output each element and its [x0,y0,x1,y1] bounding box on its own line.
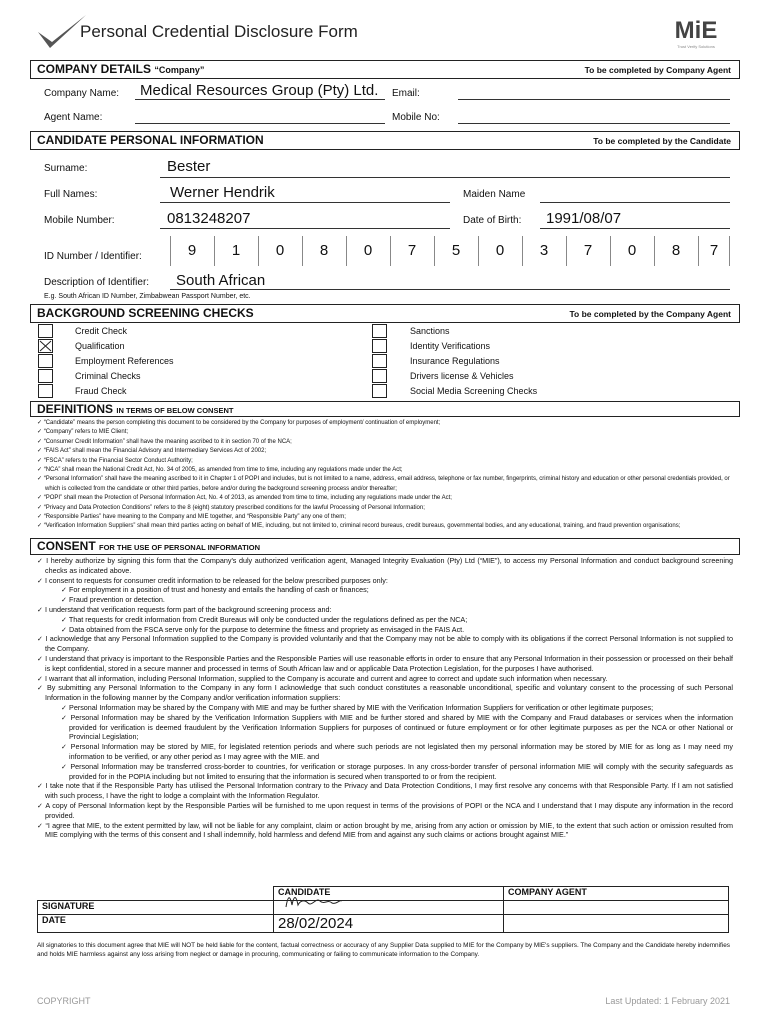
check-icon: ✓ [61,712,71,722]
consent-item [37,821,733,841]
consent-list [37,556,733,840]
consent-item [37,595,733,605]
col-candidate: CANDIDATE [274,887,504,901]
definition-text: “Privacy and Data Protection Conditions” refers to the 8 (eight) statutory prescribed conditions for the lawful Processing of Personal Information; [43,504,425,511]
definition-item [37,513,733,522]
checkbox-sanctions[interactable] [372,324,387,338]
consent-text: I warrant that all information, including Personal Information, supplied to the Company is accurate and current and agree to correct and update such information when necessary. [45,673,608,683]
definition-item [37,447,733,456]
definition-item [37,494,733,503]
id-digit[interactable]: 0 [610,236,653,266]
check-icon: ✓ [37,604,46,614]
consent-item [37,762,733,782]
company-name-value[interactable]: Medical Resources Group (Pty) Ltd. [140,82,379,99]
checkbox-employment[interactable] [38,354,53,368]
consent-item [37,625,733,635]
checkbox-insurance[interactable] [372,354,387,368]
check-icon: ✓ [37,556,47,565]
check-icon: ✓ [61,595,70,605]
consent-item [37,742,733,762]
row-signature: SIGNATURE [38,901,274,915]
check-label: Qualification [75,341,125,351]
agent-signature[interactable] [504,901,729,915]
checkbox-qualification[interactable] [38,339,53,353]
mobile-no-label: Mobile No: [392,112,440,123]
company-name-line [135,99,385,100]
full-names-line [160,202,450,203]
check-icon: ✓ [37,495,44,502]
check-icon: ✓ [37,457,44,464]
id-number-label: ID Number / Identifier: [44,251,142,262]
consent-text: I understand that verification requests form part of the background screening process and: [45,604,332,614]
check-icon: ✓ [61,742,71,752]
check-icon: ✓ [61,702,70,712]
row-date: DATE [38,915,274,933]
id-digit[interactable]: 0 [258,236,301,266]
agent-name-field[interactable] [135,123,385,124]
definition-text: “NCA” shall mean the National Credit Act, No. 34 of 2005, as amended from time to time, including any regulations made under the Act; [43,467,403,474]
id-digit[interactable]: 5 [434,236,477,266]
consent-item [37,654,733,674]
check-icon: ✓ [37,504,44,511]
consent-item [37,585,733,595]
id-digit[interactable]: 1 [214,236,257,266]
definition-item [37,457,733,466]
check-icon: ✓ [37,800,46,810]
check-icon: ✓ [37,820,46,830]
id-digit[interactable]: 8 [302,236,345,266]
dob-label: Date of Birth: [463,215,522,226]
definition-item [37,438,733,447]
check-icon: ✓ [37,673,46,683]
consent-item [37,576,733,586]
consent-text: Fraud prevention or detection. [69,595,165,605]
disclaimer: All signatories to this document agree that MIE will NOT be held liable for the content, factual correctness or accuracy of any Supplier Data supplied to MIE for the Company by MIE's suppliers. The Company and the Candidate hereby indemnifies and holds MIE harmless against any loss arising from neglect or damage in procuring, communicating or failing to communicate information to the Company. [37,942,730,958]
footer-copyright: COPYRIGHT [37,996,91,1006]
check-icon: ✓ [37,467,44,474]
identifier-desc-label: Description of Identifier: [44,277,150,288]
consent-item [37,634,733,654]
check-label: Fraud Check [75,386,127,396]
consent-item [37,556,733,576]
consent-item [37,781,733,801]
dob-line [540,228,730,229]
check-icon: ✓ [37,420,44,426]
footer-updated: Last Updated: 1 February 2021 [605,996,730,1006]
mobile-number-line [160,228,450,229]
full-names-label: Full Names: [44,189,98,200]
definition-text: “FSCA” refers to the Financial Sector Conduct Authority; [43,457,193,464]
consent-item [37,674,733,684]
definition-text: “POPI” shall mean the Protection of Personal Information Act, No. 4 of 2013, as amended from time to time, including any regulations made under the Act; [43,495,452,502]
id-digit[interactable]: 7 [566,236,609,266]
check-label: Identity Verifications [410,341,491,351]
mie-logo: MiE Trust Verify Solutions [674,17,718,49]
consent-text: I take note that if the Responsible Party has utilised the Personal Information contrary to the Privacy and Data Protection Conditions, I may first resolve any concerns with that Responsible Party. If I am not satisfied with such process, I have the right to lodge a complaint with the Information Regulator. [45,781,733,801]
mobile-number-label: Mobile Number: [44,215,115,226]
definition-item [37,428,733,437]
identifier-example: E.g. South African ID Number, Zimbabwean Passport Number, etc. [44,293,251,300]
company-name-label: Company Name: [44,88,120,99]
consent-text: By submitting any Personal Information to the Company in any form I acknowledge that such conduct constitutes a reasonable unconditional, specific and voluntary consent to the processing of such Personal Information in the following manner by the Company and/or verification information suppliers: [45,683,733,703]
checkbox-credit[interactable] [38,324,53,338]
check-label: Insurance Regulations [410,356,500,366]
consent-text: Personal Information may be shared by the Verification Information Suppliers with MIE and be further stored and shared by MIE with the Company and Fraud databases or services when the information provided for verification is deemed fraudulent by the Verification Information Suppliers for purposes of continued or future employment or for other legitimate purposes as per the NCA or other National or Provincial Legislation; [69,712,733,742]
email-field[interactable] [458,99,730,100]
consent-item [37,703,733,713]
definition-text: “Verification Information Suppliers” shall mean third parties acting on behalf of MIE, including, but not limited to, criminal record bureaus, credit bureaus, governmental bodies, and any educational, training, and fraud prevention organisations; [43,523,681,530]
signature-table [37,886,729,933]
check-icon: ✓ [37,653,46,663]
checks-left-column [38,324,368,400]
background-checks-header: BACKGROUND SCREENING CHECKS To be completed by the Company Agent [30,304,740,323]
agent-name-label: Agent Name: [44,112,103,123]
definition-text: “Company” refers to MIE Client; [43,429,129,436]
id-digit[interactable]: 0 [478,236,521,266]
definition-text: “Candidate” means the person completing this document to be considered by the Company for purposes of employment/ continuation of employment; [43,420,441,426]
consent-header: CONSENT FOR THE USE OF PERSONAL INFORMATION [30,538,740,555]
consent-text: A copy of Personal Information kept by the Responsible Parties will be furnished to me upon request in terms of the provisions of POPI or the NCA and I understand that I may dispute any information in the record provided. [45,800,733,820]
check-icon: ✓ [37,476,44,483]
consent-text: For employment in a position of trust and honesty and entails the handling of cash or finances; [69,585,369,595]
consent-text: I understand that privacy is important to the Responsible Parties and the Responsible Parties will use reasonable efforts in order to ensure that any Personal Information in their possession or processed on their behalf is kept confidential, stored in a secure manner and processed in terms of South African law and or applicable Data Protection Legislation, for the purposes I have authorised. [45,653,733,673]
definition-item [37,475,733,494]
id-digit[interactable]: 3 [522,236,565,266]
check-icon: ✓ [37,514,44,521]
consent-text: I hereby authorize by signing this form that the Company's duly authorized verification agent, Managed Integrity Evaluation (Pty) Ltd (“MIE”), to access my Personal Information and conduct background screening checks as indicated above. [45,556,733,575]
definition-item [37,522,733,531]
handwritten-signature [282,891,362,911]
definition-text: “Personal Information” shall have the meaning ascribed to it in Chapter 1 of POPI and includes, but is not limited to a name, address, email address, telephone or fax number, fingerprints, criminal history and education or other personal credentials provided, or which is collected from the candidate or other third parties, before and/or during the background screening process and/or thereafter; [43,476,730,492]
id-digit[interactable]: 7 [698,236,730,266]
check-label: Credit Check [75,326,128,336]
candidate-info-header: CANDIDATE PERSONAL INFORMATION To be completed by the Candidate [30,131,740,150]
id-digit[interactable]: 0 [346,236,389,266]
candidate-signature[interactable] [274,901,504,915]
identifier-desc-line [170,289,730,290]
definition-item [37,419,733,428]
check-icon: ✓ [37,575,46,585]
agent-date[interactable] [504,915,729,933]
consent-item [37,683,733,703]
checkbox-fraud[interactable] [38,384,53,398]
consent-text: I consent to requests for consumer credit information to be released for the below prescribed purposes only: [45,575,388,585]
mobile-no-field[interactable] [458,123,730,124]
checkbox-drivers[interactable] [372,369,387,383]
definitions-header: DEFINITIONS IN TERMS OF BELOW CONSENT [30,401,740,417]
company-details-header: COMPANY DETAILS “Company” To be completed by Company Agent [30,60,740,79]
consent-text: Personal Information may be shared by the Company with MIE and may be further shared by MIE with the Verification Information Suppliers for verification or other legitimate purposes; [69,702,654,712]
check-icon: ✓ [37,634,46,644]
check-icon: ✓ [37,683,47,693]
id-digit[interactable]: 8 [654,236,697,266]
id-digit[interactable]: 7 [390,236,433,266]
checks-right-column [372,324,732,400]
consent-text: Personal Information may be transferred cross-border to countries, for verification or storage purposes. In any cross-border transfer of personal information MIE will comply with the security safeguards as provided for in the POPIA including but not limited to ensuring that the information is secured when transported to or from the recipient. [69,761,733,781]
candidate-date[interactable]: 28/02/2024 [274,915,504,933]
check-icon: ✓ [61,761,71,771]
check-icon: ✓ [37,781,46,791]
surname-line [160,177,730,178]
checkbox-criminal[interactable] [38,369,53,383]
checkbox-identity[interactable] [372,339,387,353]
identifier-desc-value[interactable]: South African [176,272,266,289]
definition-item [37,504,733,513]
consent-item [37,615,733,625]
surname-value[interactable]: Bester [167,158,211,175]
check-label: Drivers license & Vehicles [410,371,514,381]
maiden-name-label: Maiden Name [463,189,526,200]
definition-text: “FAIS Act” shall mean the Financial Advisory and Intermediary Services Act of 2002; [43,448,267,455]
consent-item [37,801,733,821]
consent-text: That requests for credit information from Credit Bureaus will only be conducted under the regulations defined as per the NCA; [68,614,468,624]
check-icon: ✓ [37,429,44,436]
definition-text: “Consumer Credit Information” shall have the meaning ascribed to it in section 70 of the NCA; [43,438,292,445]
maiden-name-field[interactable] [540,202,730,203]
consent-text: “I agree that MIE, to the extent permitted by law, will not be liable for any complaint, claim or action brought by me, arising from any action or omission by MIE, to the extent that such action or omission resulted from MIE complying with the terms of this consent and I shall indemnify, hold harmless and defend MIE from and against any such claims or actions brought against MIE.” [45,820,733,840]
email-label: Email: [392,88,420,99]
check-label: Social Media Screening Checks [410,386,538,396]
consent-text: I acknowledge that any Personal Information supplied to the Company is provided voluntarily and that the Company may not be able to comply with its obligations if the correct Personal Information is not supplied to the Company. [45,634,733,654]
checkbox-social-media[interactable] [372,384,387,398]
form-title: Personal Credential Disclosure Form [80,22,358,41]
consent-text: Data obtained from the FSCA serve only for the purpose to determine the fitness and propriety as envisaged in the FAIS Act. [69,624,465,634]
check-label: Employment References [75,356,174,366]
check-label: Sanctions [410,326,450,336]
check-icon: ✓ [37,438,44,445]
definition-text: “Responsible Parties” have meaning to the Company and MIE together, and “Responsible Party” any one of them; [43,514,346,521]
full-names-value[interactable]: Werner Hendrik [170,184,275,201]
consent-item [37,605,733,615]
dob-value[interactable]: 1991/08/07 [546,210,622,227]
surname-label: Surname: [44,163,88,174]
definitions-list [37,419,733,532]
consent-item [37,713,733,742]
id-digit[interactable]: 9 [170,236,213,266]
check-x-icon [39,340,52,352]
definition-item [37,466,733,475]
check-label: Criminal Checks [75,371,141,381]
consent-text: Personal Information may be stored by MIE, for legislated retention periods and where such periods are not legislated then my personal information may be stored by MIE for as long as I may need my information to be verified, or any other period as I may agree with the MIE. and [69,742,733,761]
check-icon: ✓ [37,448,44,455]
check-icon: ✓ [61,624,70,634]
check-icon: ✓ [61,585,70,595]
check-icon: ✓ [37,523,44,530]
mobile-number-value[interactable]: 0813248207 [167,210,251,227]
col-company-agent: COMPANY AGENT [504,887,729,901]
check-icon: ✓ [61,614,69,624]
